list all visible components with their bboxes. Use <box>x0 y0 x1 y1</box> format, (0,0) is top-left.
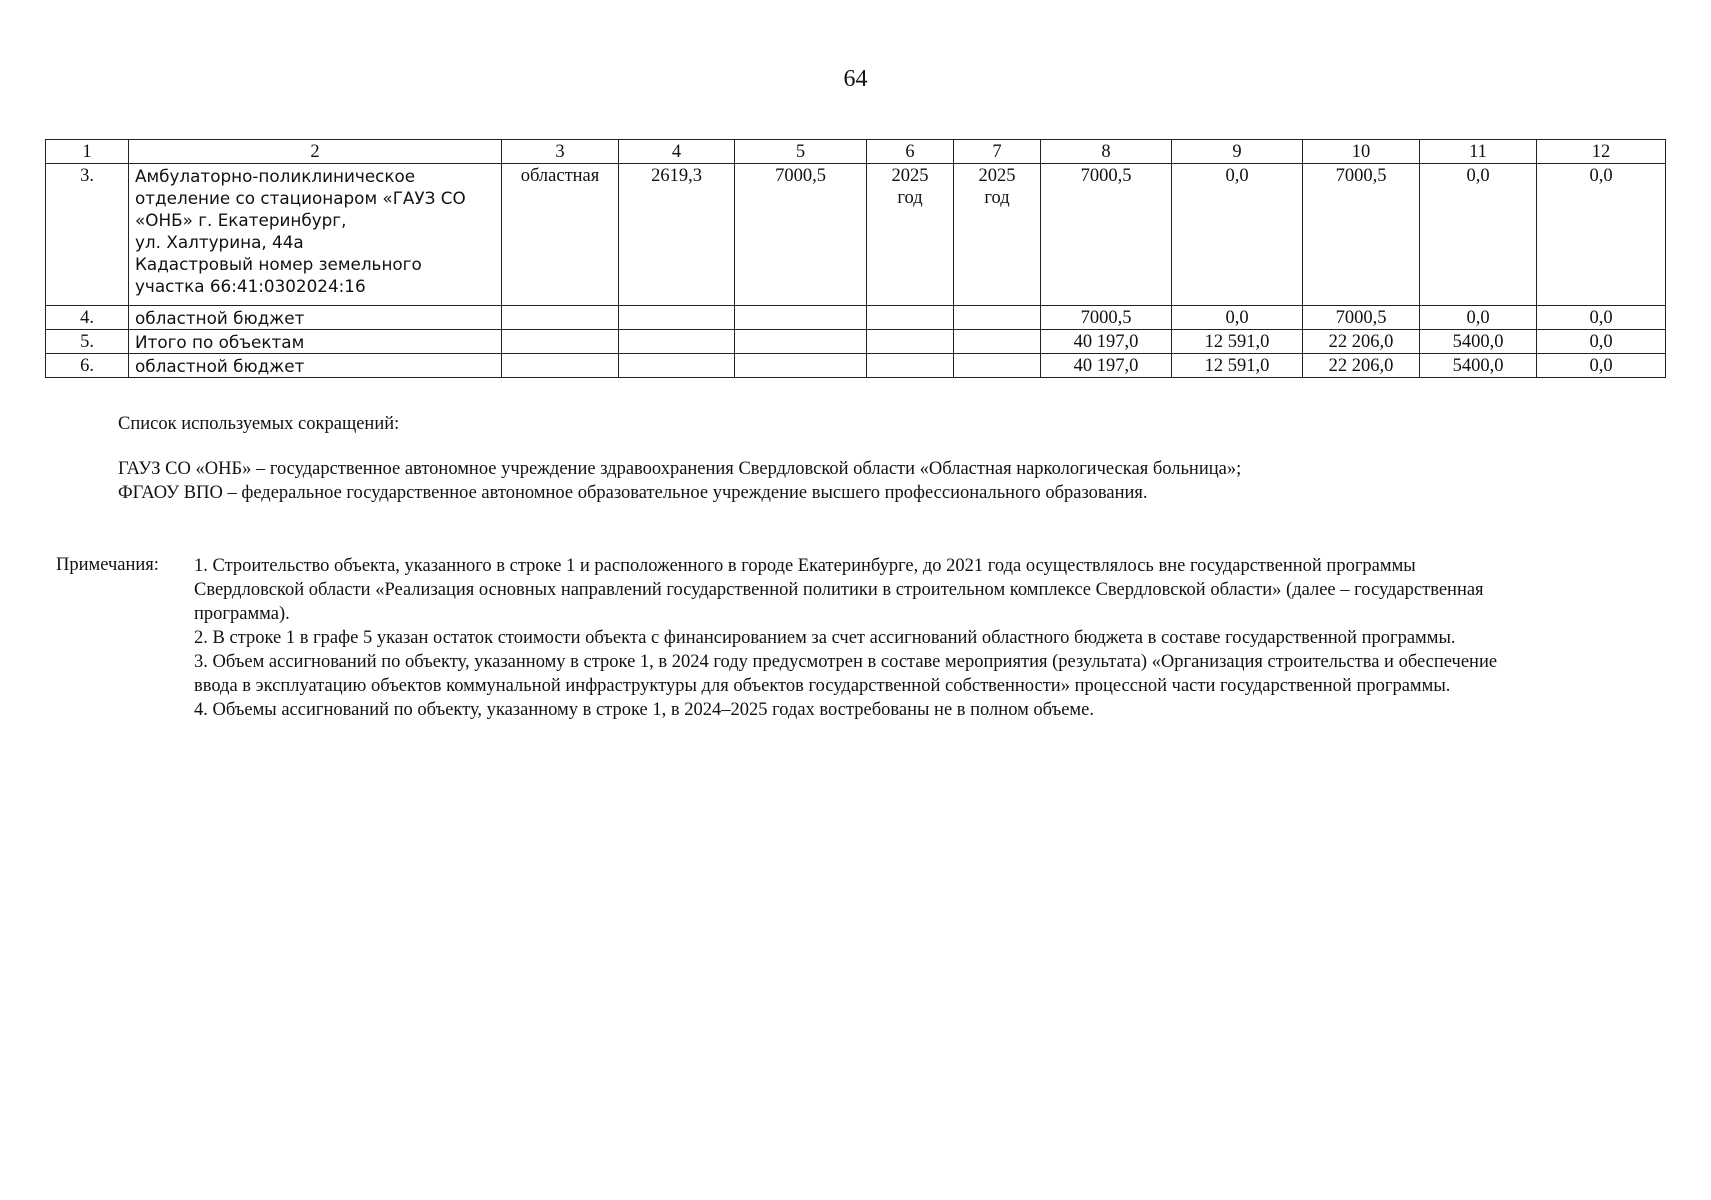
object-description: Итого по объектам <box>129 330 502 354</box>
table-row <box>46 164 1666 306</box>
year-value: 2025 <box>891 166 929 186</box>
table-cell: 22 206,0 <box>1303 330 1420 354</box>
table-cell <box>735 354 867 378</box>
row-number: 6. <box>46 354 129 378</box>
note-line: 2. В строке 1 в графе 5 указан остаток стоимости объекта с финансированием за счет ассигнований областного бюджета в составе государственной программы. <box>194 628 1456 648</box>
object-description: областной бюджет <box>129 354 502 378</box>
column-header: 10 <box>1303 140 1420 164</box>
table-row <box>46 330 1666 354</box>
notes-block <box>194 554 1652 722</box>
table-cell: 0,0 <box>1420 306 1537 330</box>
description-line: участка 66:41:0302024:16 <box>135 276 366 296</box>
table-cell <box>502 306 619 330</box>
year-unit: год <box>984 188 1010 208</box>
table-row <box>46 354 1666 378</box>
table-cell <box>954 354 1041 378</box>
column-header: 7 <box>954 140 1041 164</box>
table-cell: 0,0 <box>1537 354 1666 378</box>
table-cell: 0,0 <box>1537 330 1666 354</box>
year-unit: год <box>897 188 923 208</box>
budget-table <box>45 139 1666 378</box>
table-cell: 0,0 <box>1172 306 1303 330</box>
note-line: ввода в эксплуатацию объектов коммунальной инфраструктуры для объектов государственной собственности» процессной части государственной программы. <box>194 676 1451 696</box>
table-cell <box>502 330 619 354</box>
abbreviation-item: ФГАОУ ВПО – федеральное государственное автономное образовательное учреждение высшего профессионального образования. <box>118 483 1148 503</box>
table-cell: 7000,5 <box>1041 164 1172 306</box>
table-cell: 40 197,0 <box>1041 330 1172 354</box>
table-cell: 5400,0 <box>1420 354 1537 378</box>
table-cell <box>954 306 1041 330</box>
row-number: 3. <box>46 164 129 306</box>
object-description: областной бюджет <box>129 306 502 330</box>
row-number: 5. <box>46 330 129 354</box>
table-cell: 12 591,0 <box>1172 330 1303 354</box>
column-header: 8 <box>1041 140 1172 164</box>
abbreviations-title: Список используемых сокращений: <box>118 414 400 434</box>
table-cell <box>619 354 735 378</box>
note-line: 4. Объемы ассигнований по объекту, указанному в строке 1, в 2024–2025 годах востребованы не в полном объеме. <box>194 700 1094 720</box>
table-cell: 7000,5 <box>735 164 867 306</box>
table-cell <box>619 330 735 354</box>
column-header: 6 <box>867 140 954 164</box>
column-header: 9 <box>1172 140 1303 164</box>
description-line: ул. Халтурина, 44а <box>135 232 304 252</box>
table-cell <box>735 306 867 330</box>
year-value: 2025 <box>978 166 1016 186</box>
table-cell <box>619 306 735 330</box>
column-header: 4 <box>619 140 735 164</box>
row-number: 4. <box>46 306 129 330</box>
page-number: 64 <box>843 66 868 92</box>
table-cell: 12 591,0 <box>1172 354 1303 378</box>
table-cell: 7000,5 <box>1041 306 1172 330</box>
column-header: 3 <box>502 140 619 164</box>
table-row <box>46 306 1666 330</box>
column-header: 2 <box>129 140 502 164</box>
year-start-cell <box>867 164 954 306</box>
table-cell: 2619,3 <box>619 164 735 306</box>
notes-label: Примечания: <box>56 555 159 575</box>
column-header: 5 <box>735 140 867 164</box>
table-cell: 0,0 <box>1420 164 1537 306</box>
description-line: «ОНБ» г. Екатеринбург, <box>135 210 347 230</box>
description-line: Кадастровый номер земельного <box>135 254 422 274</box>
table-cell: 0,0 <box>1537 164 1666 306</box>
column-header: 12 <box>1537 140 1666 164</box>
note-line: 3. Объем ассигнований по объекту, указанному в строке 1, в 2024 году предусмотрен в составе мероприятия (результата) «Организация строительства и обеспечение <box>194 652 1498 672</box>
object-description <box>129 164 502 306</box>
column-header: 1 <box>46 140 129 164</box>
year-end-cell <box>954 164 1041 306</box>
table-cell <box>867 354 954 378</box>
ownership-cell: областная <box>502 164 619 306</box>
table-cell: 5400,0 <box>1420 330 1537 354</box>
table-cell <box>867 306 954 330</box>
note-line: программа). <box>194 604 290 624</box>
table-cell <box>954 330 1041 354</box>
table-cell: 0,0 <box>1172 164 1303 306</box>
table-cell: 7000,5 <box>1303 164 1420 306</box>
table-cell <box>502 354 619 378</box>
description-line: Амбулаторно-поликлиническое <box>135 166 416 186</box>
table-cell: 7000,5 <box>1303 306 1420 330</box>
table-header-row <box>46 140 1666 164</box>
table-cell <box>735 330 867 354</box>
table-cell <box>867 330 954 354</box>
table-cell: 40 197,0 <box>1041 354 1172 378</box>
note-line: Свердловской области «Реализация основных направлений государственной политики в строительном комплексе Свердловской области» (далее – государственная <box>194 580 1484 600</box>
column-header: 11 <box>1420 140 1537 164</box>
table-cell: 0,0 <box>1537 306 1666 330</box>
table-cell: 22 206,0 <box>1303 354 1420 378</box>
note-line: 1. Строительство объекта, указанного в строке 1 и расположенного в городе Екатеринбурге, до 2021 года осуществлялось вне государственной программы <box>194 556 1416 576</box>
description-line: отделение со стационаром «ГАУЗ СО <box>135 188 466 208</box>
abbreviation-item: ГАУЗ СО «ОНБ» – государственное автономное учреждение здравоохранения Свердловской области «Областная наркологическая больница»; <box>118 459 1242 479</box>
